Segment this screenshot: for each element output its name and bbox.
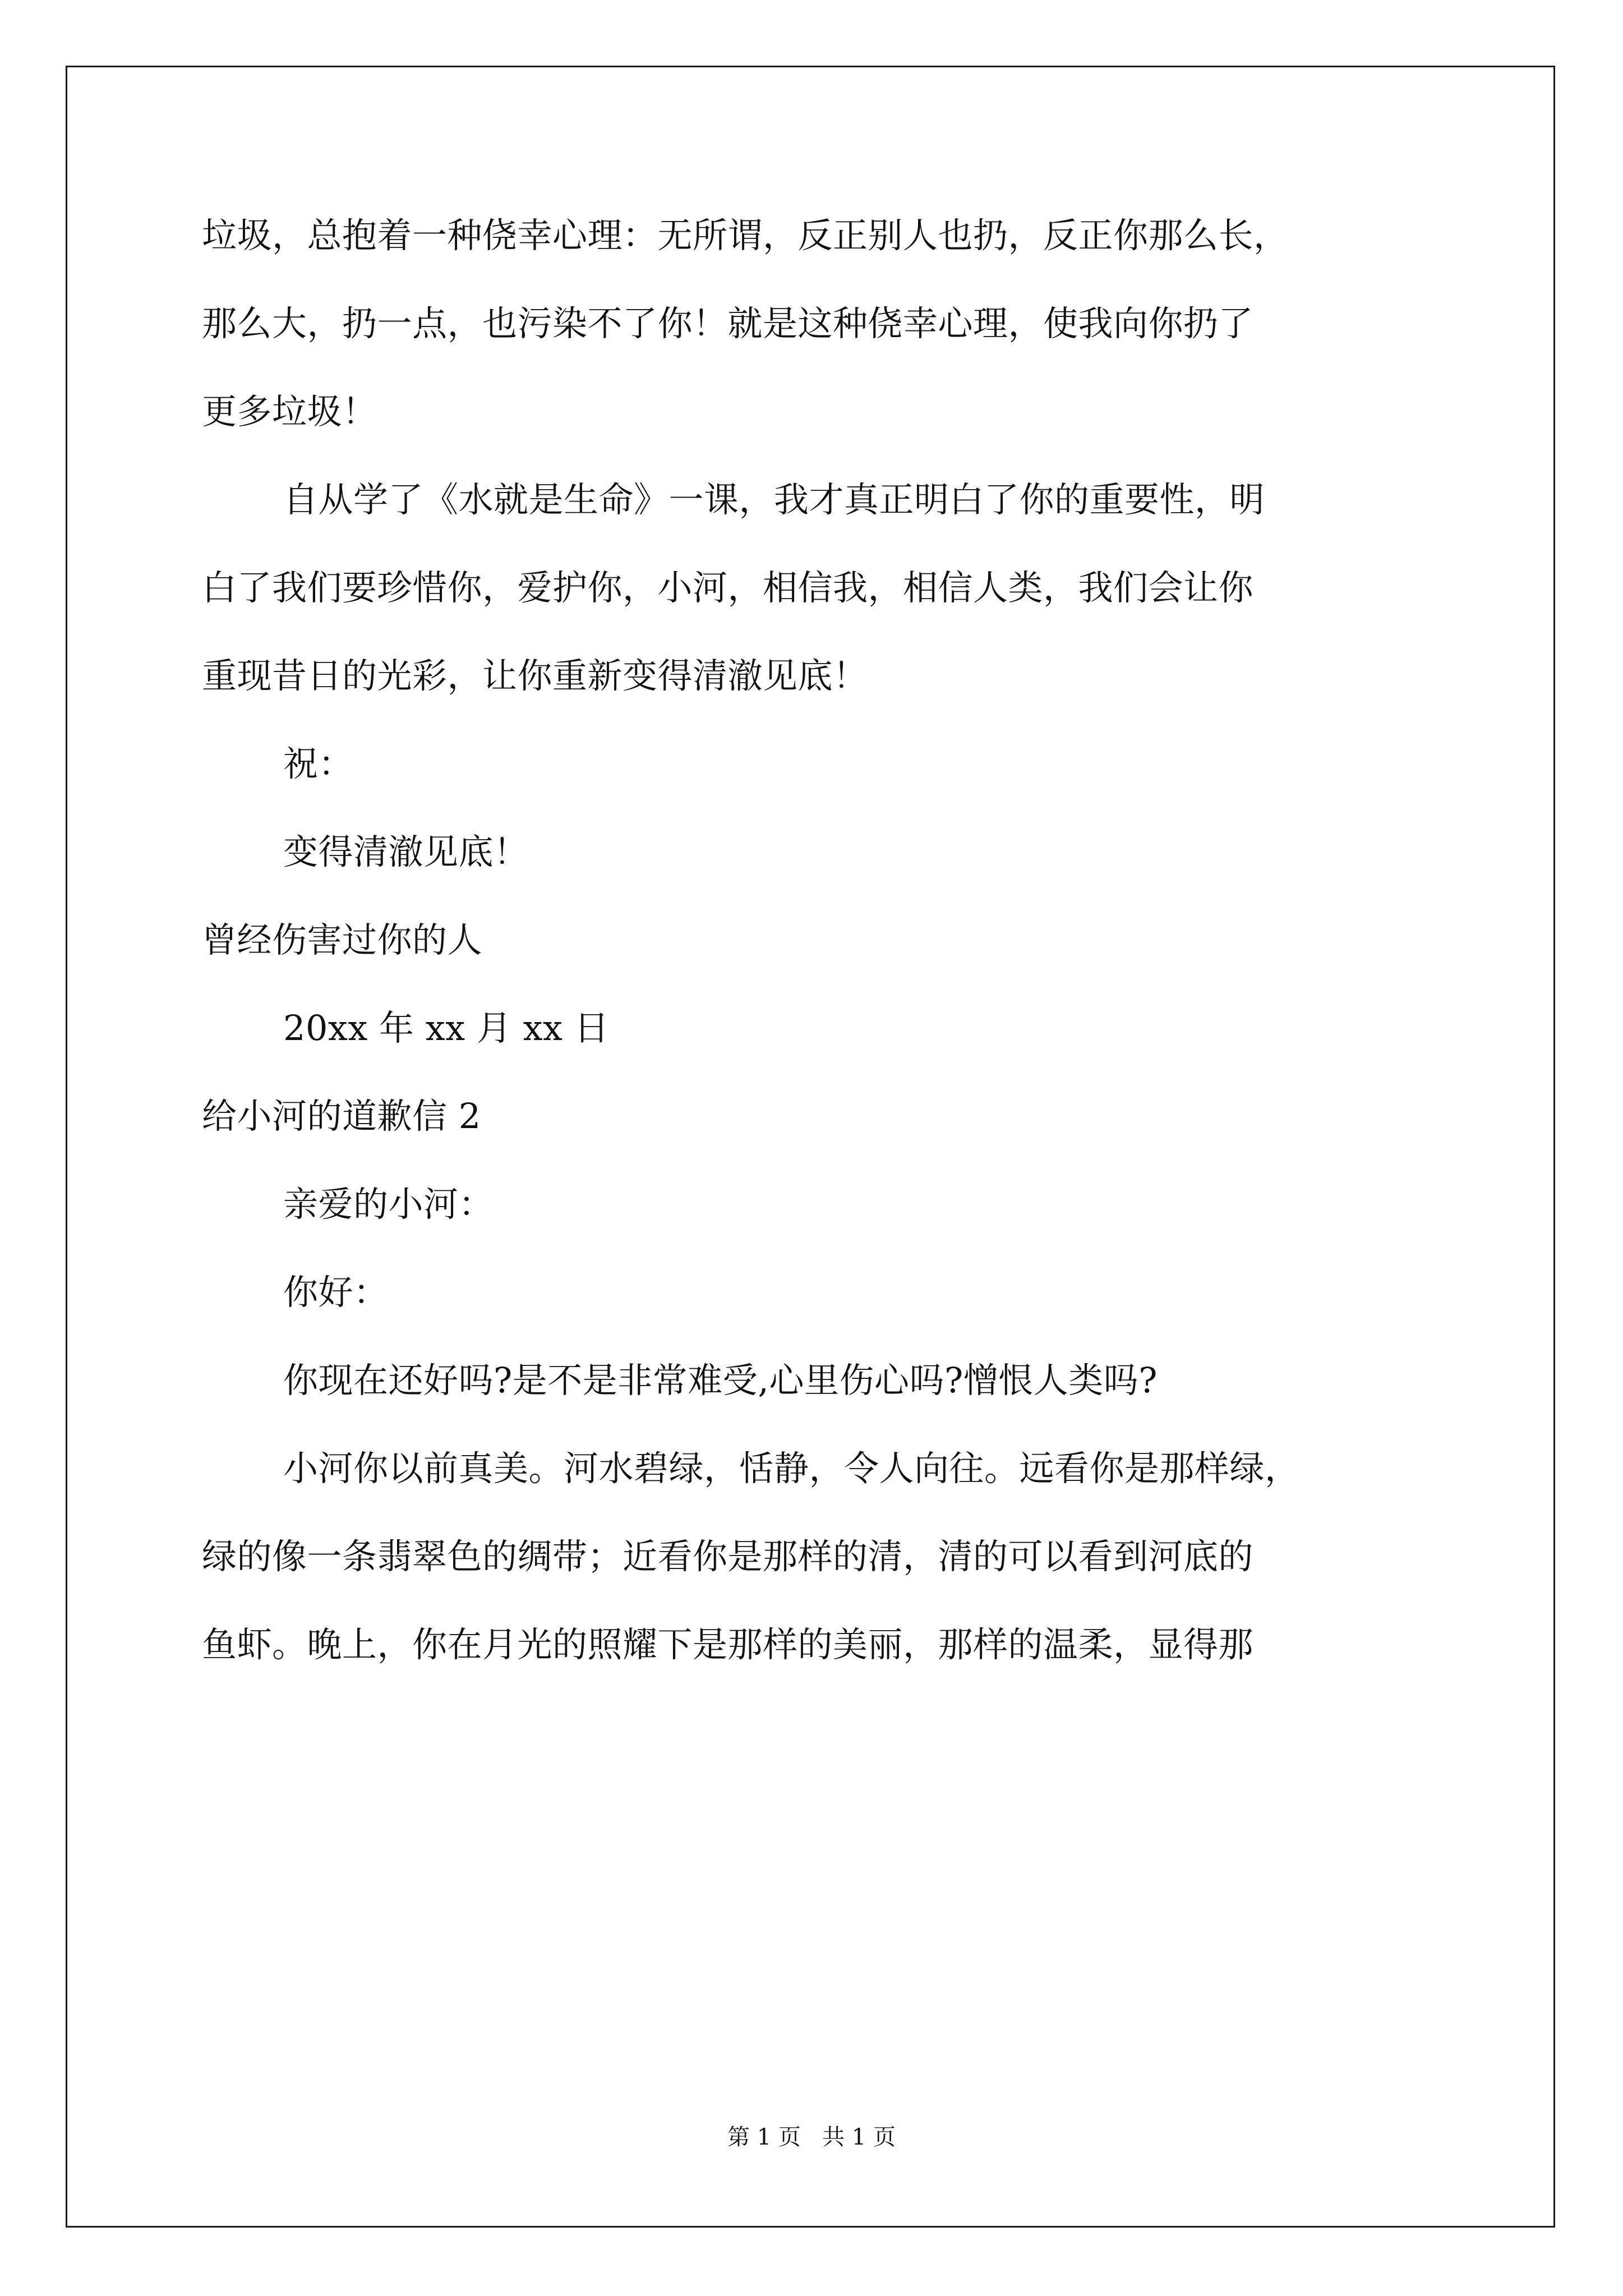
signature-line: 曾经伤害过你的人 <box>202 919 483 960</box>
document-body <box>202 215 1453 1715</box>
paragraph-line: 更多垃圾！ <box>202 391 377 432</box>
salutation-line: 亲爱的小河： <box>283 1184 494 1225</box>
hello-line: 你好： <box>283 1272 389 1313</box>
page-footer: 第 1 页 共 1 页 <box>727 2124 896 2150</box>
date-line: 20xx 年 xx 月 xx 日 <box>283 1007 610 1048</box>
greeting-line: 祝： <box>283 743 354 784</box>
paragraph-line: 垃圾，总抱着一种侥幸心理：无所谓，反正别人也扔，反正你那么长， <box>202 215 1289 256</box>
paragraph-line: 自从学了《水就是生命》一课，我才真正明白了你的重要性，明 <box>283 479 1265 520</box>
letter-title: 给小河的道歉信 2 <box>202 1096 481 1137</box>
paragraph-line: 小河你以前真美。河水碧绿，恬静，令人向往。远看你是那样绿， <box>283 1448 1300 1489</box>
paragraph-line: 你现在还好吗?是不是非常难受,心里伤心吗?憎恨人类吗? <box>283 1360 1158 1401</box>
paragraph-line: 那么大，扔一点，也污染不了你！就是这种侥幸心理，使我向你扔了 <box>202 303 1254 344</box>
paragraph-line: 重现昔日的光彩，让你重新变得清澈见底！ <box>202 655 868 696</box>
paragraph-line: 鱼虾。晚上，你在月光的照耀下是那样的美丽，那样的温柔，显得那 <box>202 1624 1254 1665</box>
wish-line: 变得清澈见底！ <box>283 831 529 872</box>
paragraph-line: 白了我们要珍惜你，爱护你，小河，相信我，相信人类，我们会让你 <box>202 567 1254 608</box>
paragraph-line: 绿的像一条翡翠色的绸带；近看你是那样的清，清的可以看到河底的 <box>202 1536 1254 1577</box>
